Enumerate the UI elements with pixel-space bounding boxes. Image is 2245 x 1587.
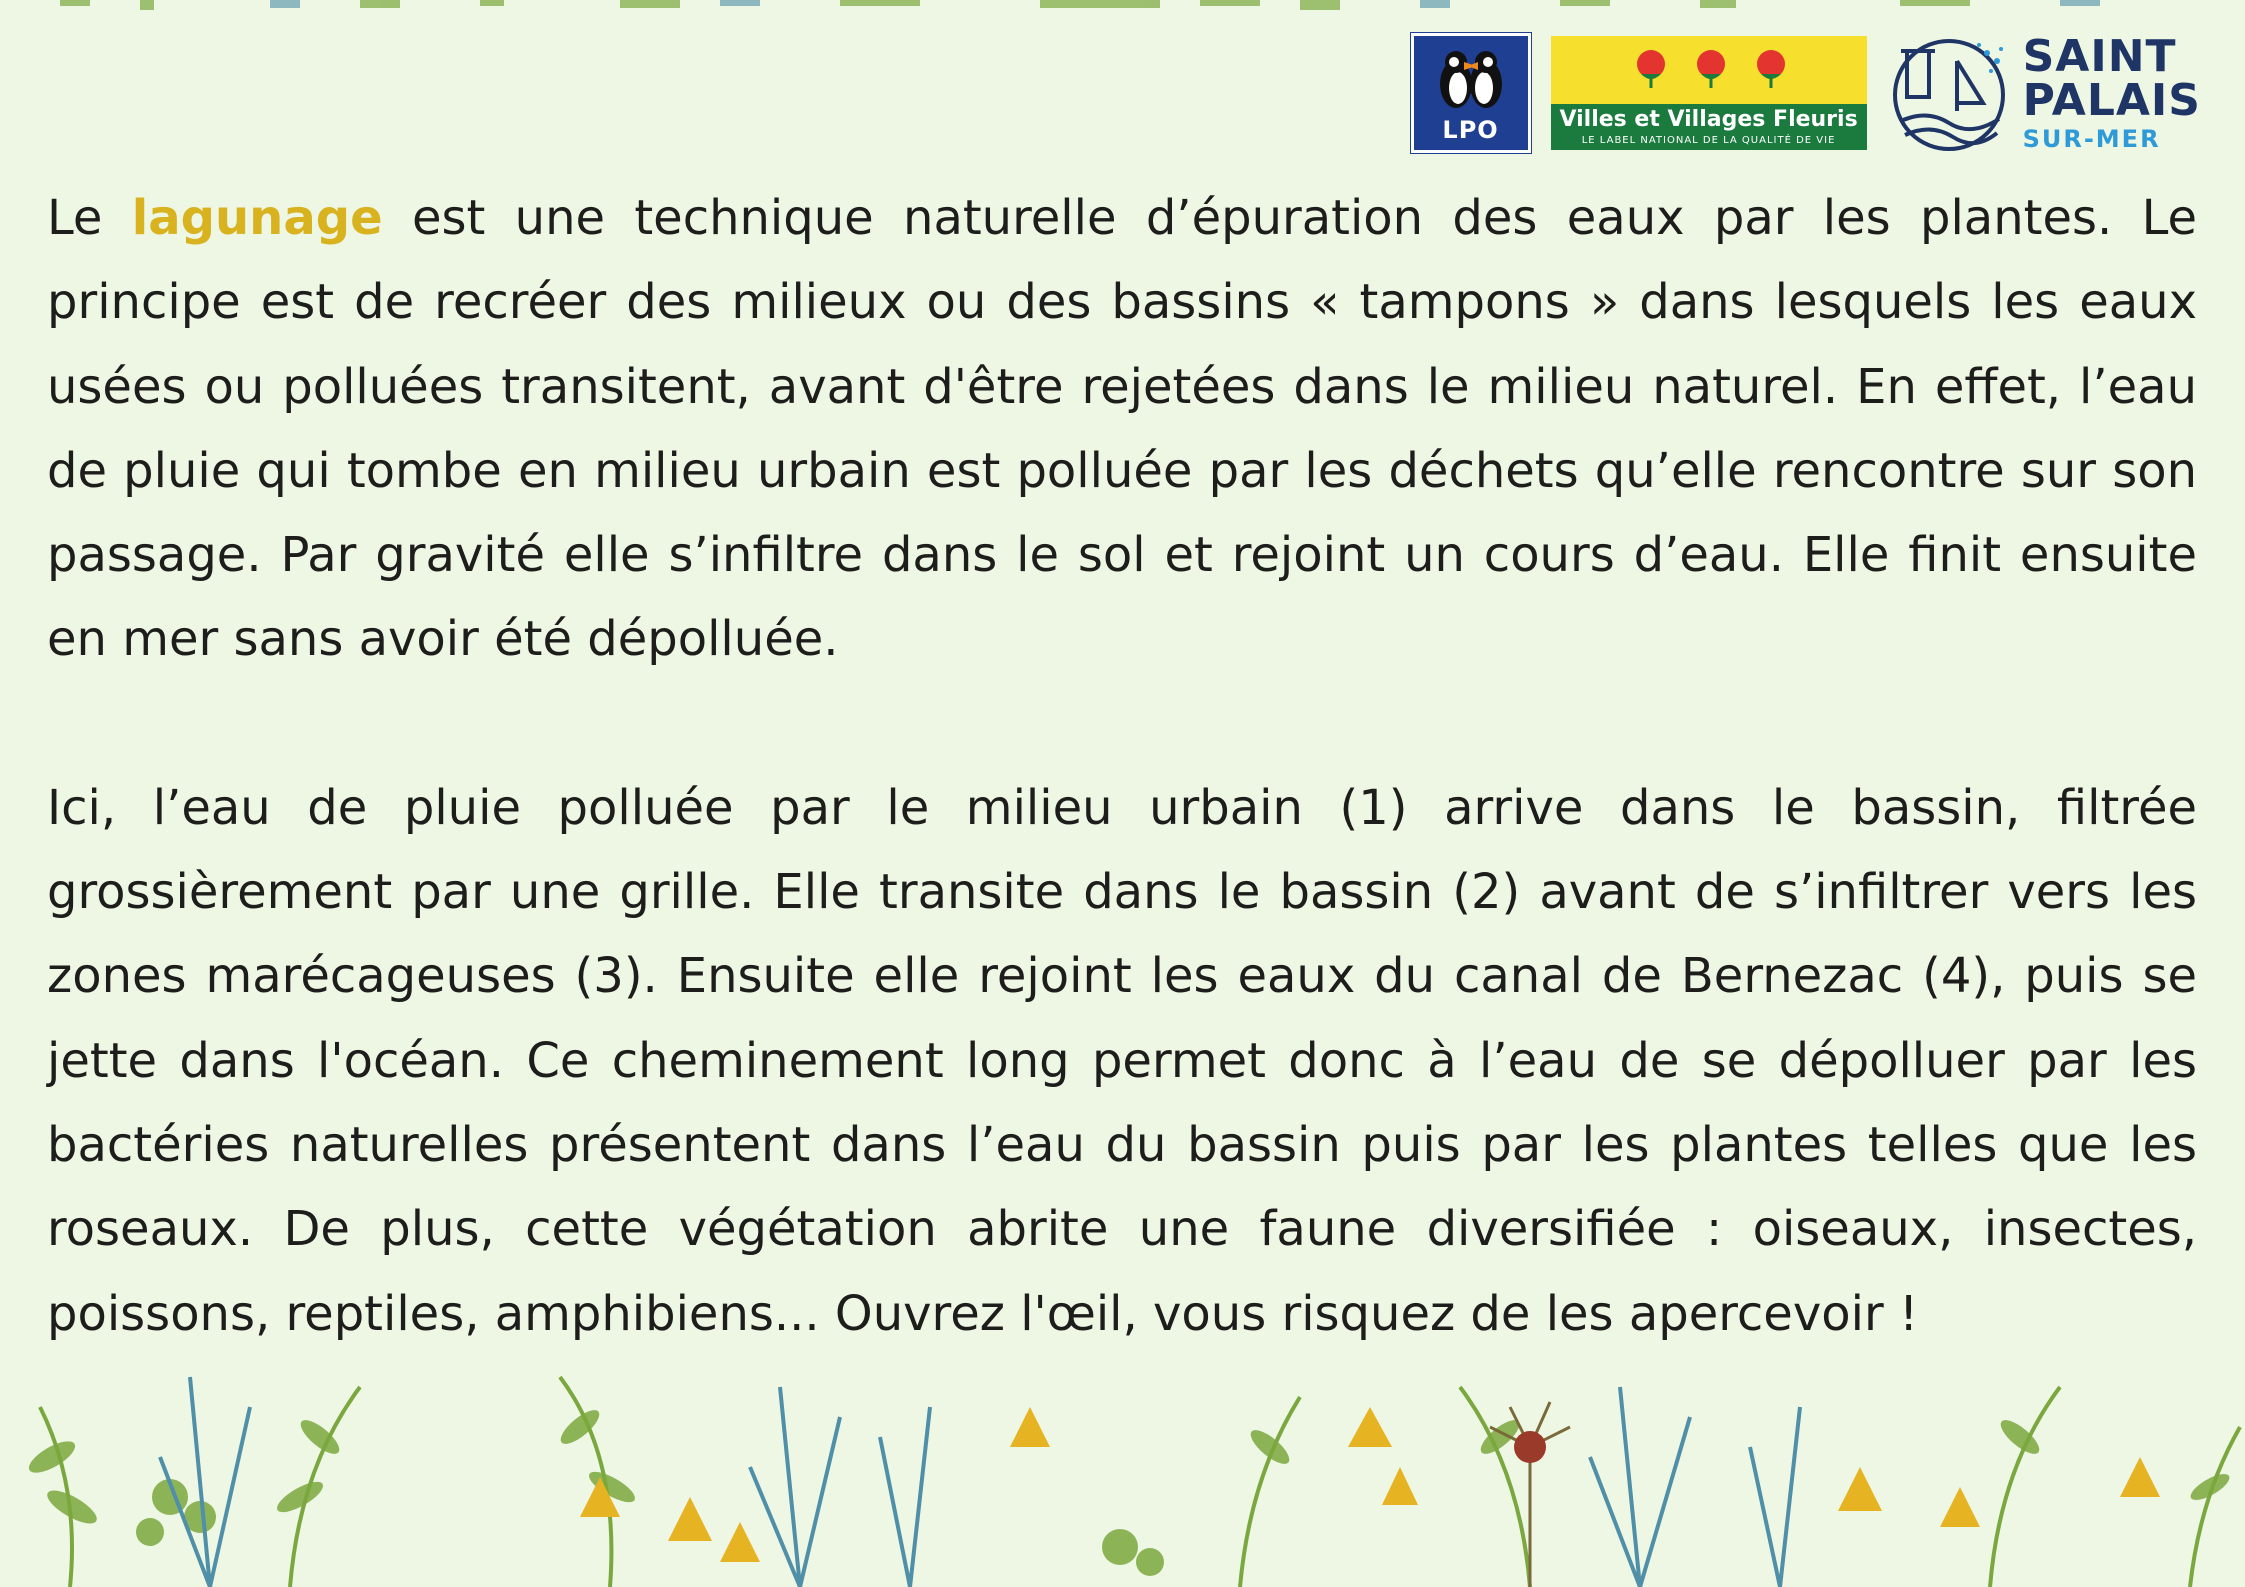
lagunage-highlight: lagunage [131, 190, 383, 246]
saint-palais-line1: SAINT [2022, 30, 2177, 82]
saint-palais-logo [1887, 31, 2201, 155]
vvf-subtitle: LE LABEL NATIONAL DE LA QUALITÉ DE VIE [1581, 134, 1836, 146]
text-block [47, 176, 2197, 1356]
saint-palais-line2: PALAIS [2022, 74, 2201, 126]
villes-villages-fleuris-logo [1551, 36, 1867, 150]
vvf-title: Villes et Villages Fleuris [1559, 106, 1858, 132]
partner-logos [1411, 30, 2201, 155]
saint-palais-line3: SUR-MER [2022, 124, 2161, 153]
lpo-logo [1411, 33, 1531, 153]
flower-icon [1621, 44, 1801, 96]
paragraph-intro [47, 176, 2197, 682]
top-plant-strip [0, 0, 2245, 18]
paragraph-explanation: Ici, l’eau de pluie polluée par le milieu urbain (1) arrive dans le bassin, filtrée grossièrement par une grille. Elle transite dans le bassin (2) avant de s’infiltrer vers les zones marécageuses (3). Ensuite elle rejoint les eaux du canal de Bernezac (4), puis se jette dans l'océan. Ce cheminement long permet donc à l’eau de se dépolluer par les bactéries naturelles présentent dans l’eau du bassin puis par les plantes telles que les roseaux. De plus, cette végétation abrite une faune diversifiée : oiseaux, insectes, poissons, reptiles, amphibiens... Ouvrez l'œil, vous risquez de les apercevoir ! [47, 779, 2197, 1342]
lpo-label: LPO [1442, 115, 1499, 144]
plant-border-illustration [0, 1347, 2245, 1587]
intro-body: est une technique naturelle d’épuration des eaux par les plantes. Le principe est de recréer des milieux ou des bassins « tampons » dans lesquels les eaux usées ou polluées transitent, avant d'être rejetées dans le milieu naturel. En effet, l’eau de pluie qui tombe en milieu urbain est polluée par les déchets qu’elle rencontre sur son passage. Par gravité elle s’infiltre dans le sol et rejoint un cours d’eau. Elle finit ensuite en mer sans avoir été dépolluée. [47, 190, 2198, 668]
town-emblem-icon [1887, 31, 2017, 155]
intro-prefix: Le [47, 190, 132, 246]
puffin-icon [1424, 42, 1518, 112]
